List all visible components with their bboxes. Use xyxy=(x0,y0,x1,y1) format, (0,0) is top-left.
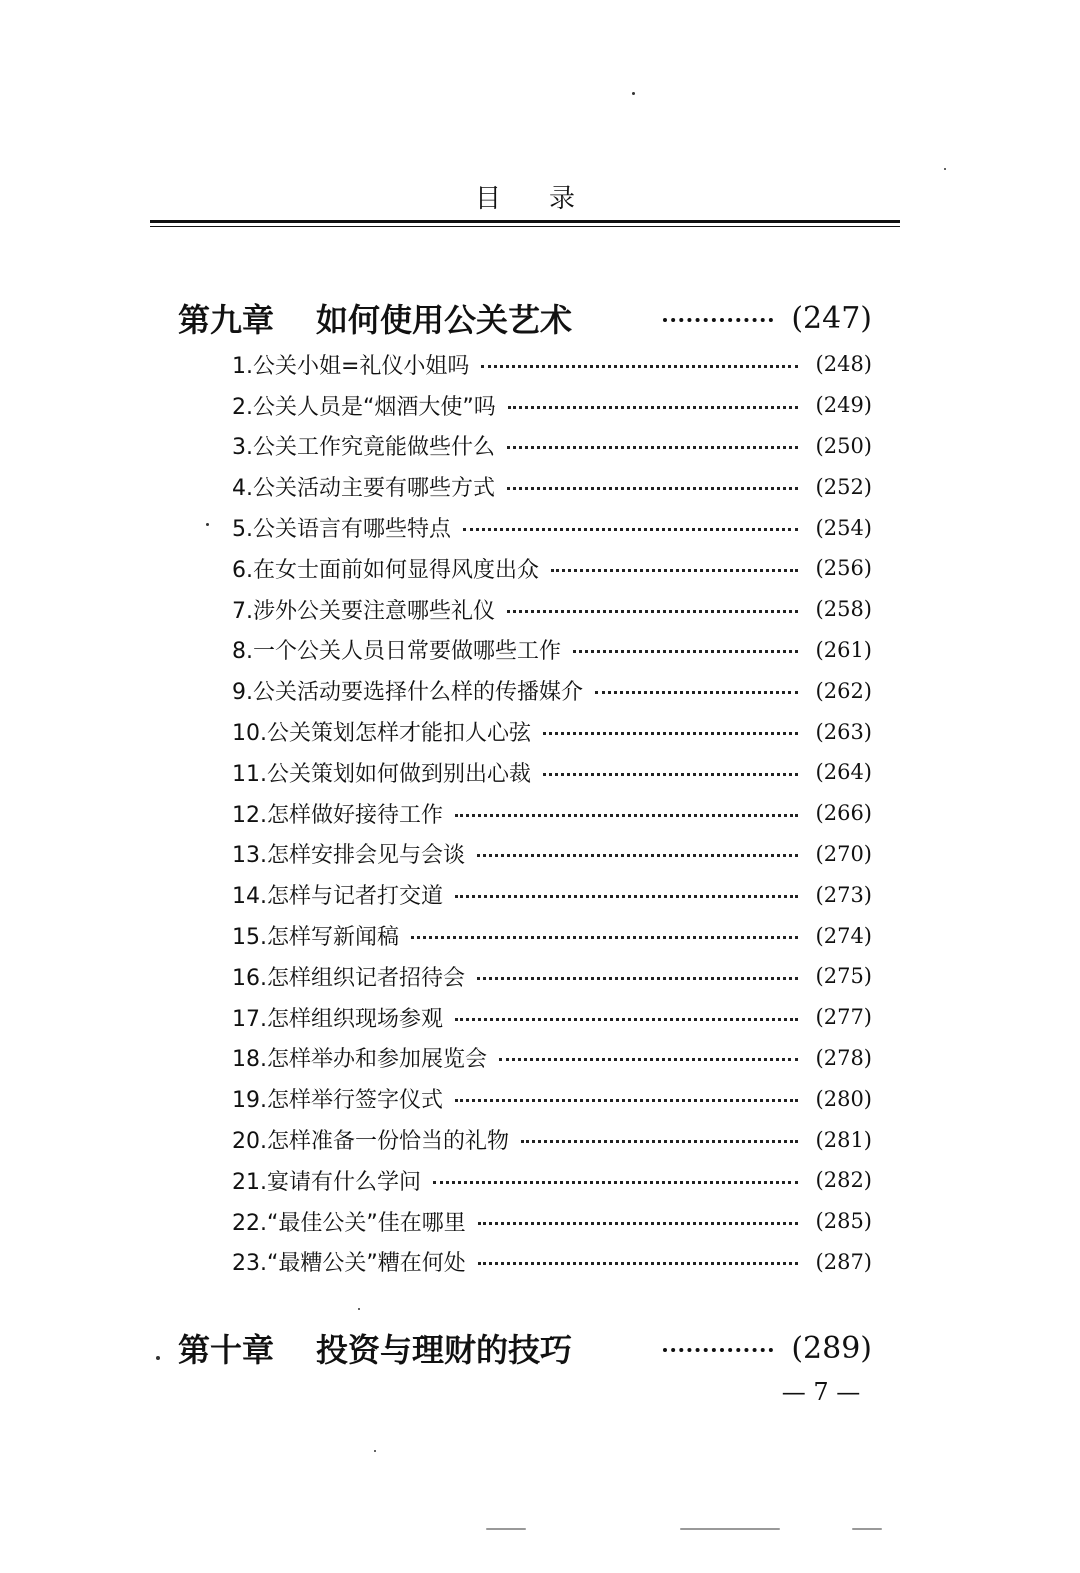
toc-entry[interactable] xyxy=(232,997,872,1038)
scan-speck xyxy=(358,1308,360,1310)
page-header xyxy=(150,178,900,234)
dot-leader xyxy=(543,773,798,776)
header-rule-thin xyxy=(150,226,900,227)
toc-entry-title: 14.怎样与记者打交道 xyxy=(232,884,443,910)
scan-speck xyxy=(206,523,209,526)
chapter-page: (247) xyxy=(791,300,872,336)
toc-entry-page: (250) xyxy=(815,433,872,458)
dot-leader xyxy=(507,487,798,490)
toc-entry-title: 8.一个公关人员日常要做哪些工作 xyxy=(232,639,561,665)
dot-leader xyxy=(478,1222,798,1225)
dot-leader xyxy=(477,977,798,980)
dot-leader xyxy=(507,610,798,613)
toc-entry[interactable] xyxy=(232,874,872,915)
chapter-number: 第十章 xyxy=(178,1331,275,1369)
toc-entry[interactable] xyxy=(232,344,872,385)
dot-leader xyxy=(508,406,798,409)
toc-entry[interactable] xyxy=(232,793,872,834)
toc-entry-page: (252) xyxy=(815,474,872,499)
header-rule xyxy=(150,220,900,223)
toc-entry[interactable] xyxy=(232,1201,872,1242)
toc-entry-title: 7.涉外公关要注意哪些礼仪 xyxy=(232,598,495,624)
toc-entry[interactable] xyxy=(232,385,872,426)
scan-smudge xyxy=(486,1528,526,1530)
toc-entry-title: 16.怎样组织记者招待会 xyxy=(232,965,465,991)
toc-entry[interactable] xyxy=(232,1038,872,1079)
page-number: — 7 — xyxy=(781,1378,861,1406)
toc-entry-page: (287) xyxy=(815,1249,872,1274)
dot-leader xyxy=(521,1140,798,1143)
toc-entry-title: 15.怎样写新闻稿 xyxy=(232,925,399,951)
toc-entry-page: (256) xyxy=(815,556,872,581)
toc-entry[interactable] xyxy=(232,589,872,630)
dot-leader xyxy=(663,1348,773,1352)
toc-entry-page: (261) xyxy=(815,637,872,662)
toc-entry-page: (270) xyxy=(815,841,872,866)
toc-entry[interactable] xyxy=(232,466,872,507)
toc-entry-title: 1.公关小姐=礼仪小姐吗 xyxy=(232,353,470,379)
toc-entry-title: 2.公关人员是“烟酒大使”吗 xyxy=(232,394,496,420)
toc-entry-title: 23.“最糟公关”糟在何处 xyxy=(232,1251,466,1277)
toc-entry-page: (277) xyxy=(815,1005,872,1030)
toc-entry-page: (281) xyxy=(815,1127,872,1152)
dot-leader xyxy=(455,895,798,898)
toc-entry-title: 11.公关策划如何做到别出心裁 xyxy=(232,761,531,787)
toc-list xyxy=(232,344,872,1282)
dot-leader xyxy=(573,650,798,653)
page-title: 目录 xyxy=(474,184,623,214)
toc-entry[interactable] xyxy=(232,507,872,548)
toc-entry-title: 12.怎样做好接待工作 xyxy=(232,802,443,828)
scan-speck xyxy=(156,1356,160,1360)
toc-entry-title: 17.怎样组织现场参观 xyxy=(232,1006,443,1032)
dot-leader xyxy=(551,569,798,572)
toc-entry-page: (278) xyxy=(815,1045,872,1070)
chapter-heading-9[interactable] xyxy=(178,296,872,340)
toc-entry-page: (264) xyxy=(815,760,872,785)
chapter-title: 如何使用公关艺术 xyxy=(316,301,573,339)
toc-entry-page: (274) xyxy=(815,923,872,948)
scan-speck xyxy=(944,168,946,170)
toc-entry[interactable] xyxy=(232,711,872,752)
toc-entry-title: 13.怎样安排会见与会谈 xyxy=(232,843,465,869)
dot-leader xyxy=(507,446,798,449)
chapter-heading-10[interactable] xyxy=(178,1326,872,1370)
toc-entry-page: (273) xyxy=(815,882,872,907)
scan-smudge xyxy=(680,1528,780,1530)
toc-entry-title: 5.公关语言有哪些特点 xyxy=(232,517,451,543)
toc-entry-title: 9.公关活动要选择什么样的传播媒介 xyxy=(232,680,583,706)
dot-leader xyxy=(463,528,798,531)
toc-entry[interactable] xyxy=(232,915,872,956)
toc-entry[interactable] xyxy=(232,1242,872,1283)
toc-entry-page: (254) xyxy=(815,515,872,540)
chapter-page: (289) xyxy=(791,1330,872,1366)
dot-leader xyxy=(433,1181,798,1184)
toc-entry-title: 4.公关活动主要有哪些方式 xyxy=(232,476,495,502)
toc-entry-page: (282) xyxy=(815,1168,872,1193)
toc-entry-page: (263) xyxy=(815,719,872,744)
scan-smudge xyxy=(852,1528,882,1530)
toc-entry-title: 18.怎样举办和参加展览会 xyxy=(232,1047,487,1073)
toc-entry-page: (262) xyxy=(815,678,872,703)
dot-leader xyxy=(481,365,797,368)
toc-entry-page: (258) xyxy=(815,597,872,622)
toc-entry[interactable] xyxy=(232,630,872,671)
toc-entry-page: (249) xyxy=(815,393,872,418)
dot-leader xyxy=(455,1099,798,1102)
toc-entry[interactable] xyxy=(232,1119,872,1160)
dot-leader xyxy=(411,936,798,939)
toc-entry-title: 3.公关工作究竟能做些什么 xyxy=(232,435,495,461)
chapter-number: 第九章 xyxy=(178,301,275,339)
toc-entry-title: 6.在女士面前如何显得风度出众 xyxy=(232,557,539,583)
toc-entry-title: 19.怎样举行签字仪式 xyxy=(232,1088,443,1114)
toc-entry-page: (285) xyxy=(815,1209,872,1234)
toc-entry-page: (275) xyxy=(815,964,872,989)
toc-entry[interactable] xyxy=(232,1160,872,1201)
toc-entry-page: (266) xyxy=(815,801,872,826)
toc-entry-page: (248) xyxy=(815,352,872,377)
dot-leader xyxy=(499,1058,798,1061)
toc-entry[interactable] xyxy=(232,426,872,467)
chapter-title: 投资与理财的技巧 xyxy=(316,1331,573,1369)
toc-entry-title: 21.宴请有什么学问 xyxy=(232,1169,421,1195)
dot-leader xyxy=(455,1018,798,1021)
toc-entry[interactable] xyxy=(232,548,872,589)
dot-leader xyxy=(455,814,798,817)
scan-speck xyxy=(632,92,635,95)
toc-entry[interactable] xyxy=(232,834,872,875)
toc-entry-page: (280) xyxy=(815,1086,872,1111)
dot-leader xyxy=(477,854,798,857)
toc-entry-title: 10.公关策划怎样才能扣人心弦 xyxy=(232,721,531,747)
toc-entry[interactable] xyxy=(232,956,872,997)
scan-speck xyxy=(374,1450,376,1452)
dot-leader xyxy=(663,318,773,322)
toc-entry[interactable] xyxy=(232,1078,872,1119)
toc-entry-title: 20.怎样准备一份恰当的礼物 xyxy=(232,1129,509,1155)
dot-leader xyxy=(595,691,798,694)
toc-entry[interactable] xyxy=(232,752,872,793)
dot-leader xyxy=(543,732,798,735)
toc-entry[interactable] xyxy=(232,670,872,711)
dot-leader xyxy=(478,1262,798,1265)
toc-entry-title: 22.“最佳公关”佳在哪里 xyxy=(232,1210,466,1236)
